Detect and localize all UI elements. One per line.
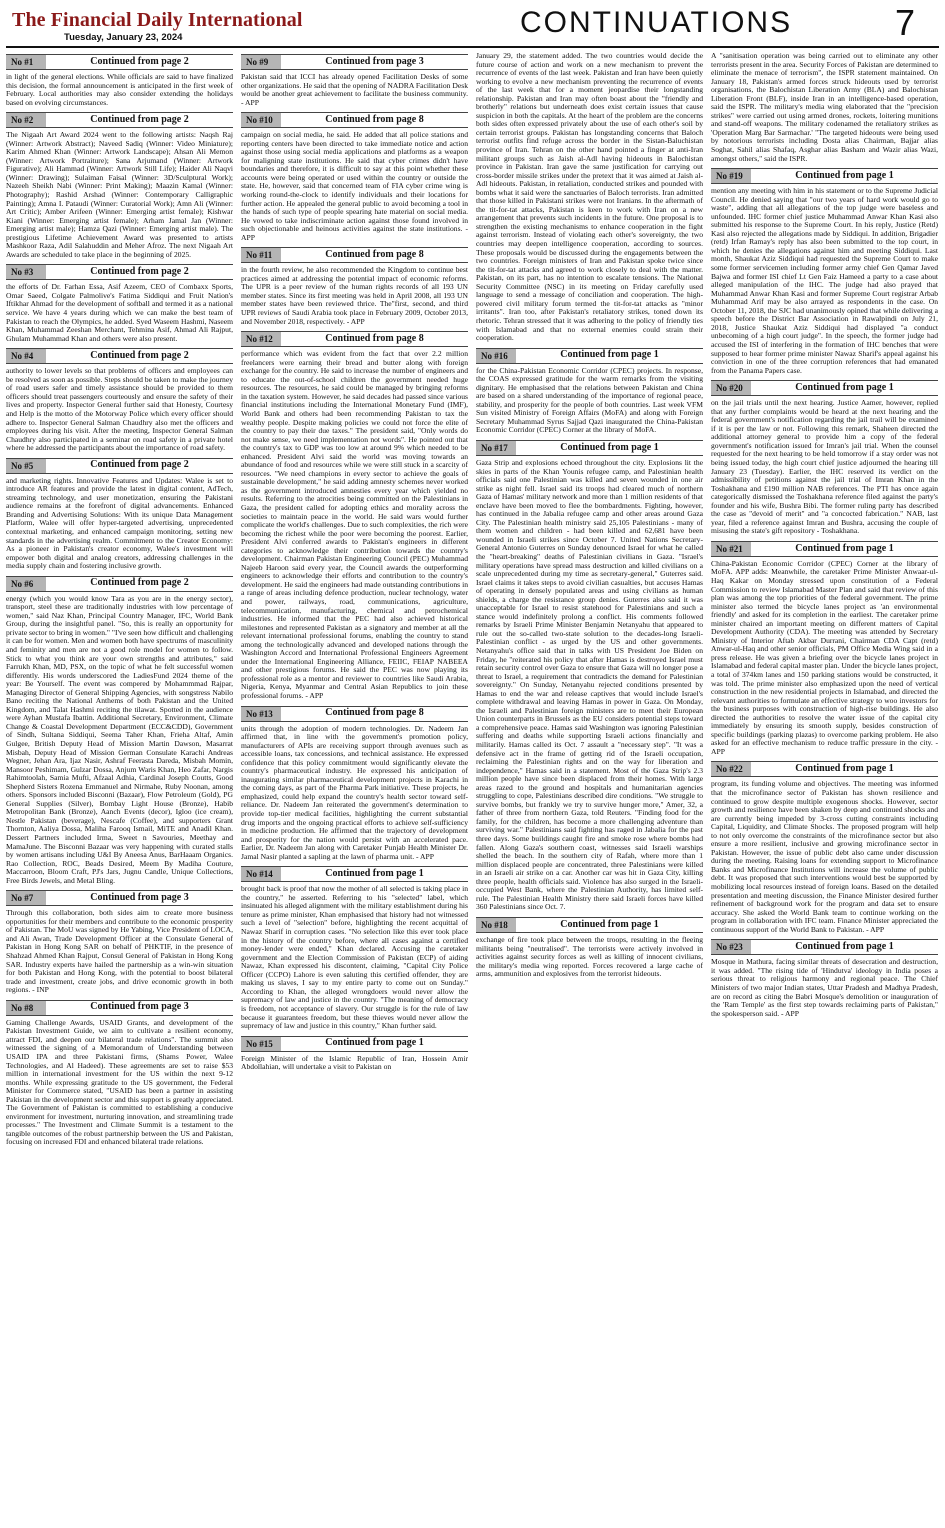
article-number: No #2 — [6, 113, 46, 127]
article — [6, 264, 233, 343]
continued-from-label: Continued from page 1 — [795, 169, 894, 181]
article — [6, 112, 233, 259]
article-body: in light of the general elections. While officials are said to have finalized this decision, the formal announcement is anticipated in the first week of February. Local authorities may also consider extending the holidays based on evolving circumstances. — [6, 72, 233, 107]
article-number: No #9 — [241, 55, 281, 69]
article-number: No #12 — [241, 332, 281, 346]
article-header — [711, 380, 938, 396]
column-2 — [241, 52, 468, 1522]
continued-from-label: Continued from page 1 — [795, 381, 894, 393]
article-body: in the fourth review, he also recommended the Kingdom to continue best practices aimed at addressing the potential impact of economic reforms. The UPR is a peer review of the human rights records of all 193 UN member states. Since its first meeting was held in April 2008, all 193 UN member states have been reviewed thrice. The"first, second, and third UPR reviews of Saudi Arabia took place in February 2009, October 2013, and November 2018, respectively. - APP — [241, 265, 468, 326]
columns — [6, 52, 939, 1522]
article — [6, 890, 233, 994]
article — [476, 440, 703, 912]
article-body: January 29, the statement added. The two countries would decide the future course of action and work on a new mechanism to prevent the recurrence of events of the last week. Pakistan and Iran have been quietly working to evolve a new mechanism preventing the recurrence of events of the last week that for a moment jeopardise their longstanding relationship. Pakistan and Iran may often boast about the "friendly and brotherly" relations but underneath does exist certain issues that cause suspicion in both the capitals. At the heart of the problem are the concerns both sides often expressed privately about the use of each other's soil by certain terrorist groups. Pakistan has longstanding concerns that Baloch terrorist outfits find refuge across the border in the Sistan-Baluchistan province of Iran. Tehran on the other hand pointed a finger at anti-Iran militant groups such as Jaish al-Adl having hideouts in Balochistan province in Pakistan. Iran gave the same justification for carrying out cross-border missile strikes under the pretext that it was aimed at Jaish al-Adl hideouts. Pakistan, in retaliation, conducted strikes and pounded with bombs what it said were the sanctuaries of Baloch terrorists. Iran admitted that those killed in Pakistani strikes were not Iranians. In the aftermath of the tit-for-tat attacks, Pakistan is keen to work with Iran on a new arrangement that prevents such incidents in the future. One proposal is to strengthen the existing mechanisms to enhance cooperation in the fight against terrorism. Instead of violating each other's sovereignty, the two countries may deepen intelligence cooperation, according to sources. These proposals would be discussed during the engagements between the two countries. Foreign ministers of Iran and Pakistan spoke twice since the tit-for-tat attacks and agreed to work closely to deal with the matter. Pakistan, on its part, has no intention to escalate tensions. The National Security Committee (NSC) in its meeting on Friday carefully used language to send a message of conciliation and cooperation. The high-powered civil military forum termed the tit-for-tat attacks as "minor irritants". Iran too, after Pakistan's retaliatory strikes, toned down its rhetoric. Tehran stressed that it was adhering to the policy of friendly ties with Islamabad and that no external enemies could strain their cooperation. — [476, 52, 703, 343]
article-body: Gaza Strip and explosions echoed throughout the city. Explosions lit the skies in parts of the Khan Younis refugee camp, and Palestinian health officials said one Palestinian was killed and seven wounded in one air strike as night fell. Israel said its troops had cleared much of northern Gaza of Hamas' military network and more than 1 million residents of that enclave have been moved to flee the bombardments. Fighting, however, has continued in the Jabalia refugee camp and other areas around Gaza City. The Palestinian health ministry said 25,105 Palestinians - many of them women and children - had been killed and 62,681 have been wounded in Israeli strikes since October 7. United Nations Secretary-General Antonio Guterres on Sunday denounced Israel for what he called the "heart-breaking" deaths of Palestinian civilians in Gaza. "Israel's military operations have spread mass destruction and killed civilians on a scale unprecedented during my time as secretary-general," Guterres said. Israel claims it takes steps to avoid civilian casualties, but accuses Hamas of operating in densely populated areas and using civilians as human shields, a charge the resistance group denies. Guterres also said it was unacceptable for Israel to resist statehood for Palestinians and such a stance would indefinitely prolong a conflict. His comments followed remarks by Israeli Prime Minister Benjamin Netanyahu that appeared to rule out the so-called two-state solution to the decades-long Israeli-Palestinian conflict - as urged by the US and other governments. Netanyahu's office said that in talks with US President Joe Biden on Friday, he "reiterated his policy that after Hamas is destroyed Israel must retain security control over Gaza to ensure that Gaza will no longer pose a threat to Israel, a requirement that contradicts the demand for Palestinian sovereignty." On Sunday, Netanyahu rejected conditions presented by Hamas to end the war and release captives that would include Israel's complete withdrawal and leaving Hamas in power in Gaza. On Monday, the Israeli and Palestinian foreign ministers are to meet their European Union counterparts in Brussels as the EU considers potential steps toward a comprehensive peace. Hamas said Washington was ignoring Palestinian suffering and deaths while supporting Israeli actions financially and militarily. Hamas called its Oct. 7 assault a "necessary step". "It was a defensive act in the frame of getting rid of the Israeli occupation, reclaiming the Palestinian rights and on the way for liberation and independence," Hamas said in a statement. Most of the Gaza Strip's 2.3 million people have since been displaced from their homes. With large areas razed to the ground and hospitals and humanitarian agencies struggling to cope, Palestinians described dire conditions. "We struggle to survive bombs, but frankly we try to survive hunger more," Amer, 32, a father of three from northern Gaza, told Reuters. "Finding food for the family, for the children, has become a more challenging adventure than surviving war." Palestinians said fighting has raged in Jabalia for the past three days. Some buildings caught fire and smoke rose where bombs had fallen. Along Gaza's southern coast, witnesses said Israeli warships shelled the beach. In the southern city of Rafah, where more than 1 million displaced people are concentrated, three Palestinians were killed in an Israeli air strike on a car. Another car was hit in Gaza City, killing three people, health officials said. Violence has also surged in the Israeli-occupied West Bank, where the Palestinian Authority, has limited self-rule. The Palestinian Health Ministry there said Israeli forces have killed 360 Palestinians since Oct. 7. — [476, 457, 703, 912]
section-title: CONTINUATIONS — [520, 6, 793, 39]
article-header — [241, 112, 468, 128]
article-header — [476, 348, 703, 364]
continued-from-label: Continued from page 1 — [325, 868, 424, 880]
column-1 — [6, 52, 233, 1522]
article-header — [711, 168, 938, 184]
article-number: No #3 — [6, 265, 46, 279]
article-body: and marketing rights. Innovative Features and Updates: Walee is set to introduce AR features and provide the latest in digital content, AdTech, streaming technology, and user monetization, ensuring the Pakistani audience remains at the forefront of digital advancements. Enhanced Branding and Advertising Solutions: With its unique Data Management Platform, Walee will offer hyper-targeted advertising, unprecedented contextual marketing, and enhanced campaign monitoring, setting new standards in the advertising realm. Commitment to the Creator Economy: As a pioneer in Pakistan's creator economy, Walee's investment will empower both digital and analog creators, addressing challenges in the media supply chain and fostering inclusive growth. — [6, 475, 233, 571]
article-header — [6, 54, 233, 70]
article-body: the efforts of Dr. Farhan Essa, Asif Azeem, CEO of Combaxx Sports, Omar Saeed, Colgate Palmolive's Fatima Siddiqui and Fruit Nation's Iftikhar Ahmad for the development of softball and termed it as a national service. We have 4 years during which we can make the best team of Pakistan to reach the Olympics, he added. Syed Waseem Hashmi, Naseem Khan, Muhammad Zeeshan Merchant, Tehmina Asif, Ahmad Ali Rajput, Ghulam Muhammad Khan and others were also present. — [6, 282, 233, 343]
continued-from-label: Continued from page 2 — [90, 349, 189, 361]
article-number: No #20 — [711, 381, 751, 395]
continued-from-label: Continued from page 1 — [560, 349, 659, 361]
article-body: Pakistan said that ICCI has already opened Facilitation Desks of some other organizations. He said that the opening of NADRA Facilitation Desk would be another great achievement to facilitate the business community. - APP — [241, 72, 468, 107]
article-number: No #23 — [711, 940, 751, 954]
article-body: units through the adoption of modern technologies. Dr. Nadeem Jan affirmed that, in line with the government's promotion policy, manufacturers of APIs are receiving support through avenues such as accessible loans, tax concessions, and technical assistance. He expressed confidence that this policy commitment would significantly elevate the country's pharmaceutical industry. He expressed his anticipation of inaugurating similar pharmaceutical development projects in Karachi in the coming days, as part of the Pharma Park initiative. These projects, he emphasized, could help expand the country's health sector toward self-reliance. Dr. Nadeem Jan reiterated the government's determination to provide top-tier medical facilities, highlighting the current substantial drug imports and the ongoing practical efforts to achieve self-sufficiency in medicine production. He affirmed that the trajectory of development and prosperity for the nation would persist with an accelerated pace. Earlier, Dr. Nadeem Jan along with Caretaker Punjab Health Minister Dr. Jamal Nasir planted a sapling at the lawn of pharma unit. - APP — [241, 723, 468, 861]
article-header — [6, 1000, 233, 1016]
article — [711, 52, 938, 163]
continued-from-label: Continued from page 2 — [90, 459, 189, 471]
article-body: energy (which you would know Tara as you are in the energy sector), transport, steel these are traditionally industries with low percentage of women," said Naz Khan, Principal Country Manager, IFC, World Bank Group, during the insightful panel. "So, this is really an opportunity for private sector to bring in women." "I've seen how difficult and challenging it can be for women. Men and women both have spectrums of masculinity and feminity and men are not a good role model for women to follow. Stick to what you think are your own strengths and attributes," said Farrukh Khan, MD, PSX, on the topic of what he felt successful women differently. His words underscored the LadiesFund 2024 theme of the year: Be Yourself. The event was compered by Mohammmad Rajpar, Managing Director of General Shipping Agencies, with songstress Nabilo Bano reciting the National Anthems of both Pakistan and the United Kingdom, and Talat Hashmi reciting the tilawat. Spotted in the audience were Ayhan Mustafa Ibattin. Additional Secretary, Environment, Climate Change & Coastal Development Department (ECC&CDD), Government of Sindh, Sultana Siddiqui, Seema Taher Khan, Frieha Altaf, Amin Gulgee, British Deputy Head of Mission Martin Dawson, Masarrat Misbah, Deputy Head of Mission German Consulate Karachi Andreas Wegner, Jehan Ara, Ijaz Nasir, Ashraf Feerasta Dareda, Misbah Momin, Mansoor Peshimam, Gulzar Dossa, Anjum Waris Khan, Heo Zafar, Nargis Rahimtoolah, Samia Mufti, Afzaal Adhia, Cardinal Joseph Coutts, Good Shepherd Sisters Rozena Emmanuel and Nirmahe, Ruby Noonan, among others. Sponsors included Bisconni (Bazaar), Flow Petroleum (Gold), PG General Supplies (Silver), Bombay Light House (Bronze), Habib Metropolitan Bank (Bronze), Aanch Events (decor), Igloo (ice cream), Nestle Pakistan (beverage), Nescafe (Coffee), and supporters Grant Thornton, Aaliya Dossa, Maliha Farooq Ismail, MiTE and Anadil Khan. Dessert Partners included Irma, Sweet n Savouries, Meethay and MamaJune. The Bisconni Bazaar was very happening with curated stalls by women artisans including U&I By Aneesa Anus, BarHaaam Organics. Rao Collection, ROC, Beads Desired, Meem By Madiha Couture, Maccarroon, Bloom Craft, PJ's Jars, Jugnu Candle, Unique Collections, Free Birds Jewels, and Metal Bling. — [6, 593, 233, 885]
article-body: Gaming Challenge Awards, USAID Grants, and development of the Pakistan Investment Guide, we aim to cultivate a resilient economy, attract FDI, and deepen our bilateral trade relations". The summit also witnessed the signing of a Memorandum of Understanding between USAID IPA and three Pakistani firms, (Shams Power, Walee Technologies, and Al Hadeed). These agreements are set to raise $53 million in international investment for the US within the next 9-12 months. While expressing gratitude to the US government, the Federal Minister for Commerce stated, "USAID has been a partner in assisting Pakistan in the development sector and this support is greatly appreciated. The Government of Pakistan is committed to establishing a conducive environment for investment, nurturing innovation, and streamlining trade processes." The Investment and Climate Summit is a testament to the tangible outcomes of the robust partnership between the US and Pakistan, focusing on increased FDI and enhanced bilateral trade relations. — [6, 1017, 233, 1147]
article-number: No #6 — [6, 577, 46, 591]
article-header — [711, 541, 938, 557]
article-body: mention any meeting with him in his statement or to the Supreme Judicial Council. He denied saying that "our two years of hard work would go to waste", adding that all allegations of the top judge were baseless and unfounded. IHC former chief justice Muhammad Anwar Khan Kasi also submitted his response to the Supreme Court. In his reply, Justice (Retd) Kasi also rejected the allegations made by Siddiqui. In addition, Brigadier (retd) Irfan Ramay's reply has also been submitted to the top court, in which he denies the allegations against him and meeting Siddiqui. Last month, Shaukat Aziz Siddiqui had requested the Supreme Court to make some former servicemen including former army chief Gen Qamar Javed Bajwa and former ISI chief Lt Gen Faiz Hameed a party to a case about alleged manipulation of the IHC. The judge had also prayed that Muhammad Anwar Khan Kasi and former Supreme Court registrar Arbab Muhammad Arif may be also arrayed as respondents in the case. On October 11, 2018, the SJC had unanimously opined that while delivering a speech before the District Bar Association in Rawalpindi on July 21, 2018, Justice Shaukat Aziz Siddiqui had displayed "a conduct unbecoming of a high court judge". In the speech, the former judge had accused the ISI of interfering in the formation of IHC benches that were supposed to hear former prime minister Nawaz Sharif's appeal against his conviction in one of the three corruption references that had emanated from the Panama Papers case. — [711, 186, 938, 375]
continued-from-label: Continued from page 1 — [795, 941, 894, 953]
article-header — [711, 939, 938, 955]
article-number: No #22 — [711, 762, 751, 776]
article-header — [711, 761, 938, 777]
article-number: No #15 — [241, 1037, 281, 1051]
article-number: No #21 — [711, 542, 751, 556]
article-body: Through this collaboration, both sides aim to create more business opportunities for their members and contribute to the economic prosperity of Pakistan. The MoU was signed by He Yabing, Vice President of LOCA, and Ali Awan, Trade Development Officer at the Consulate General of Pakistan in Hong Kong SAR on behalf of PHKTIF, in the presence of Shahzad Ahmed Khan Rajput, Consul General of Pakistan in Hong Kong SAR. Industry experts have hailed the partnership as a win-win situation for both Pakistan and Hong Kong, with the potential to boost bilateral trade and investment, create jobs, and drive economic growth in both regions. - INP — [6, 908, 233, 995]
column-4 — [711, 52, 938, 1522]
article-number: No #7 — [6, 891, 46, 905]
article-header — [6, 112, 233, 128]
continued-from-label: Continued from page 3 — [90, 1001, 189, 1013]
article — [6, 458, 233, 571]
article-header — [6, 458, 233, 474]
article-number: No #11 — [241, 248, 281, 262]
article-body: on the jail trials until the next hearing. Justice Aamer, however, replied that any further complaints would be heard at the next hearing and the federal government's notification regarding the jail trail will be examined if it is per the law or not. Following this remark, Shaheen directed the additional attorney general to provide him a copy of the federal government's notification issued for Imran's jail trial. When the counsel requested for the next hearing to be held tomorrow if a stay order was not being issued today, the high court chief justice adjourned the hearing till January 23 (Tuesday). Earlier, the IHC reserved its verdict on the admissibility of petitions against the jail trial of Imran Khan in the Toshakhana and £190 million NAB references. The PTI has once again categorically dismissed the Toshakhana reference filed against the party's founder and his wife, Bushra Bibi. The former ruling party has described the case as "devoid of merit" and "a concocted fabrication." NAB, last year, filed a reference against Imran and Bushra, accusing the couple of misusing the state's gift repository - Toshakhana. — [711, 398, 938, 536]
article-body: campaign on social media, he said. He added that all police stations and reporting centers have been directed to take immediate notice and action against those using social media applications and platforms as a weapon for maligning state institutions. He said that cyber crimes didn't have boundaries and therefore, it is difficult to say at this point whether these accounts were being operated or used within the country or outside the state. He, however, said that concerned team of FIA cyber crime wing is working round-the-clock to identify individuals and their locations for further action. He appealed the general public to avoid becoming a tool in the hands of such type of people spearing hate material on social media. He vowed to take indiscriminate action against those found involved in such objectionable and heinous activities against the state institutions. - APP — [241, 130, 468, 242]
article-number: No #17 — [476, 441, 516, 455]
article — [241, 706, 468, 862]
continued-from-label: Continued from page 8 — [325, 707, 424, 719]
article — [711, 541, 938, 757]
continued-from-label: Continued from page 1 — [795, 542, 894, 554]
article-body: program, its funding volume and objectives. The meeting was informed that the microfinance sector of Pakistan has shown resilience and continued to grow despite multiple exogenous shocks. However, sector growth and resilience have been shaken by deep and continued shocks and are currently being impeded by 3-cross cutting constraints including Capital, Liquidity, and Climate Shocks. The proposed program will help to not only overcome the constraints of the microfinance sector but also ensure a more resilient, inclusive and growing microfinance sector in Pakistan. However, the issue of public debt also came under discussion during the meeting. Raising loans for extending support to Microfinance Banks and Microfinance Institutions will increase the volume of public debt. It was proposed that such interventions would best be supported by mobilizing local resources instead of foreign loans. Based on the detailed presentation and meeting discussion, the Finance Minister desired further refinement of background work for the program and data set to ensure accuracy. She asked the World Bank team to continue working on the program in collaboration with IFC team. Finance Minister appreciated the continuous support of the World Bank to Pakistan. - APP — [711, 779, 938, 934]
article-header — [6, 890, 233, 906]
masthead-rule — [6, 46, 939, 48]
article — [476, 917, 703, 979]
page-number: 7 — [895, 2, 916, 43]
issue-date: Tuesday, January 23, 2024 — [64, 32, 183, 43]
masthead — [0, 0, 945, 44]
article-header — [241, 1036, 468, 1052]
article-number: No #5 — [6, 459, 46, 473]
continued-from-label: Continued from page 1 — [795, 763, 894, 775]
article — [241, 331, 468, 700]
article-number: No #14 — [241, 867, 281, 881]
article-number: No #4 — [6, 349, 46, 363]
article — [6, 1000, 233, 1147]
article-number: No #13 — [241, 707, 281, 721]
article-header — [476, 440, 703, 456]
article — [711, 380, 938, 536]
continued-from-label: Continued from page 3 — [90, 892, 189, 904]
article — [711, 168, 938, 375]
article-body: A "sanitisation operation was being carried out to eliminate any other terrorists present in the area. Security Forces of Pakistan are determined to eliminate the menace of terrorism", the ISPR statement maintained. On January 18, Pakistan's armed forces struck hideouts used by terrorist organisations, the Balochistan Liberation Army (BLA) and Balochistan Liberation Front (BLF), inside Iran in an intelligence-based operation, said the ISPR. The military's media wing elaborated that the "precision strikes" were carried out using armed drones, rockets, loitering munitions and stand-off weapons. The military codenamed the retaliatory strikes as 'Operation Marg Bar Sarmachar.' "The targeted hideouts were being used by notorious terrorists including Dosta alias Chairman, Bajjar alias Soghat, Sahil alias Shafaq, Asghar alias Basham and Wazir alias Wazi, amongst others," said the ISPR. — [711, 52, 938, 163]
article-body: for the China-Pakistan Economic Corridor (CPEC) projects. In response, the COAS expressed gratitude for the warm remarks from the visiting dignitary. He emphasised that the relations between Pakistan and China are based on a shared understanding of the importance of regional peace, stability, and prosperity for the people of both countries. Last week VFM Sun visited Ministry of Foreign Affairs (MoFA) and along with Foreign Secretary Muhammad Syrus Sajjad Qazi inaugurated the China-Pakistan Economic Corridor (CPEC) Corner at the library of MoFA. — [476, 365, 703, 435]
article — [241, 1036, 468, 1072]
continued-from-label: Continued from page 8 — [325, 249, 424, 261]
article-number: No #8 — [6, 1001, 46, 1015]
continued-from-label: Continued from page 1 — [560, 918, 659, 930]
article-header — [6, 264, 233, 280]
article — [711, 761, 938, 934]
article-header — [241, 54, 468, 70]
article-body: The Nigaah Art Award 2024 went to the following artists: Naqsh Raj (Winner: Artwork Abstract); Naveed Sadiq (Winner: Video Miniature); Karim Ahmed Khan (Winner: Artwork Landscape); Ahsan Ali Memon (Winner: Artwork Portraiture); Sana Arjumand (Winner: Artwork Figurative); Ali Hammad (Winner: Artwork Still Life); Haider Ali Naqvi (Winner: Drawing); Sulaiman Faisal (Winner: 3D/Sculptural Work); Nazeeh Sheikh Nabi (Winner: Print Making); Maazin Kamal (Winner: Photography); Rashid Arshad (Winner: Contemporary Calligraphic Painting); Amna I. Pataudi (Winner: Curatorial Work); Amn Ali (Winner: Art Critic); Amber Arifeen (Winner: Emerging artist female); Kishwar Kiani (Winner: Emerging artist female); Arham Jamal Jan (Winner: Emerging artist male); Hamza Qazi (Winner: Emerging artist male). The prestigious Lifetime Achievement Award was presented to artists Mashkoor Raza, Adil Salahuddin and Meher Afroz. The next Nigaah Art Awards are scheduled to take place in the beginning of 2025. — [6, 130, 233, 259]
article-header — [241, 866, 468, 882]
article-header — [6, 348, 233, 364]
article-body: Foreign Minister of the Islamic Republic of Iran, Hossein Amir Abdollahian, will undertake a visit to Pakistan on — [241, 1053, 468, 1072]
article — [476, 348, 703, 435]
continued-from-label: Continued from page 1 — [560, 441, 659, 453]
newspaper-name: The Financial Daily International — [12, 9, 303, 31]
article-number: No #10 — [241, 113, 281, 127]
article-body: performance which was evident from the fact that over 2.2 million freelancers were earning their bread and butter along with foreign exchange for the country. He said to increase the number of engineers and to educate the out-of-school children the government needed huge resources. The resources, he said could be managed by bringing reforms in the taxation system. However, he said decades had passed since various financial institutions including the International Monetary Fund (IMF), World Bank and others had been recommending Pakistan to tax the wealthy people. Despite making policies we could not force the elite of the country to pay their due taxes." The president said, "Only words do not make sense, we need implementation not words". He pointed out that the country's tax to GDP was too low at around 9% which needed to be enhanced. President Alvi said the world was moving towards an abundance of food and resources while we were still stuck in a scarcity of resources. "We need champions in every sector to achieve the goals of sustainable development," he said adding amnesty schemes never worked as the government introduced amnesties every year which yielded no results. Referring to the atrocities being committed on the Palestinians in Gaza, the president called for adopting ethics and morality across the societies to maintain peace in the world. He said wars would further complicate the world's challenges. Due to such complexities, the rich were becoming the richest while the poor were becoming the poorest. Earlier, President Alvi conferred awards to Pakistan's engineers in different categories to acknowledge their contribution towards the country's development. Chairman Pakistan Engineering Council (PEC) Muhammad Najeeb Haroon said every year, the Council awards the outperforming engineers to acknowledge their efforts and contribution to the country's development. He said the engineers had made outstanding contributions in a range of areas including defence production, nuclear technology, water and power, railways, road, communications, agriculture, telecommunication, manufacturing, chemical and petrochemical industries. He informed that the PEC had also achieved historical milestones and represented Pakistan as a signatory and member at all the relevant international professional forums, enabling the country to stand among the technologically advanced and developed nations through the Washington Accord and International Professional Engineers Agreement under the International Engineering Alliance, FEIIC, FEIAP NABEEA and other prestigious forums. He said the PEC was now playing its professional role as a mentor and reviewer to countries like Saudi Arabia, Nigeria, Kenya, Myanmar and Central Asian Republics to join these professional forums. - APP — [241, 349, 468, 700]
article — [241, 112, 468, 242]
continued-from-label: Continued from page 8 — [325, 113, 424, 125]
article-number: No #16 — [476, 349, 516, 363]
article — [241, 866, 468, 1030]
article-header — [241, 706, 468, 722]
article-header — [241, 247, 468, 263]
article-number: No #18 — [476, 918, 516, 932]
article-body: Mosque in Mathura, facing similar threats of desecration and destruction, it was added. "The rising tide of 'Hindutva' ideology in India poses a serious threat to religious harmony and regional peace. The Chief Ministers of two major Indian states, Uttar Pradesh and Madhya Pradesh, are on record as citing the Babri Mosque's demolition or inauguration of the 'Ram Temple' as the first step towards reclaiming parts of Pakistan," the spokesperson said. - APP — [711, 957, 938, 1018]
article-body: exchange of fire took place between the troops, resulting in the fleeing militants being "neutralised". The terrorists were actively involved in activities against security forces as well as killing of innocent civilians, the military's media wing reported. Forces recovered a large cache of arms, ammunition and explosives from the terrorist hideouts. — [476, 934, 703, 979]
continued-from-label: Continued from page 2 — [90, 266, 189, 278]
article — [6, 576, 233, 886]
article-header — [241, 331, 468, 347]
article-body: authority to lower levels so that problems of officers and employees can be resolved as soon as possible. Steps should be taken to make the journey of road users safer and timely assistance should be provided to them officers should treat passengers courteously and ensure the safety of their lives and property. Inspector General further said that Honesty, Courtesy and Help is the motto of the Motorway Police which every officer should adhere to. Inspector General Salman Chaudhry also met the officers and employees during his visit. After the meeting, Inspector General Salman Chaudhry also participated in a seminar on road safety in a private hotel where he addressed the participants about the importance of road safety. — [6, 366, 233, 453]
continued-from-label: Continued from page 2 — [90, 113, 189, 125]
continued-from-label: Continued from page 1 — [325, 1037, 424, 1049]
article — [476, 52, 703, 343]
article-header — [476, 917, 703, 933]
article — [241, 54, 468, 107]
article-number: No #1 — [6, 55, 46, 69]
continued-from-label: Continued from page 2 — [90, 55, 189, 67]
continued-from-label: Continued from page 3 — [325, 55, 424, 67]
article — [6, 348, 233, 452]
continued-from-label: Continued from page 2 — [90, 577, 189, 589]
article-number: No #19 — [711, 169, 751, 183]
article-header — [6, 576, 233, 592]
continued-from-label: Continued from page 8 — [325, 332, 424, 344]
article — [241, 247, 468, 326]
article-body: brought back is proof that now the mother of all selected is taking place in the country," he asserted. Referring to his "selected" label, which insinuated his alleged alignment with the military establishment during his tenure as prime minister, Khan emphasised that history had not witnessed such a level of "selection" before, highlighting the recent acquittal of Nawaz Sharif in corruption cases. "No selection like this ever took place in the history of the country before, where all cases against a certified money-lender were ended," Khan declared. Accusing the caretaker government and the Election Commission of Pakistan (ECP) of aiding Nawaz, Khan expressed his discontent, claiming, "Capital City Police Officer (CCPO) Lahore is even saluting this certified offender, they are making us slaves, I say to my entire party to come out on Sunday." According to Khan, the alleged wrongdoers would never allow the supremacy of law and justice in the country. "The meaning of democracy is freedom, not acceptance of slavery. Our struggle is for the rule of law because it guarantees freedom, but these thieves would never allow the supremacy of law and justice in this country," Khan further said. — [241, 884, 468, 1031]
article — [711, 939, 938, 1018]
column-3 — [476, 52, 703, 1522]
article — [6, 54, 233, 107]
article-body: China-Pakistan Economic Corridor (CPEC) Corner at the library of MoFA. APP adds: Meanwhile, the caretaker Prime Minister Anwaar-ul-Haq Kakar on Monday stressed upon constitution of a Federal Commission to review Islamabad Master Plan and said that review of this plan was among the top priorities of the federal government. The prime minister also termed the bicycle lanes project as 'an environmental friendly' and asked for its completion in the earliest. The caretaker prime minister chaired an important meeting on different matters of Capital Development Authority (CDA). The meeting was attended by Secretary Ministry of Interior Aftab Akbar Durrani, Chairman CDA Capt (retd) Anwar-ul-Haq and other senior officials, PM Office Media Wing said in a press release. He was given a briefing over the bicycle lanes project in Islamabad and federal capital master plan. Under the bicycle lanes project, a total of 374km lanes and 150 parking stations would be constructed, it was told. The prime minister also emphasized upon the need of vertical construction in the new residential projects in Islamabad, and directed the relevant authorities to formulate an effective strategy to woo investors for the business purposes with construction of high-rise buildings. He also directed the authorities to resolve the water issue of the capital city immediately by ensuring its smooth supply, besides construction of specific buildings (parking plazas) to overcome parking problem. He also asked for an effective mechanism to reduce traffic pressure in the city. - APP — [711, 558, 938, 756]
